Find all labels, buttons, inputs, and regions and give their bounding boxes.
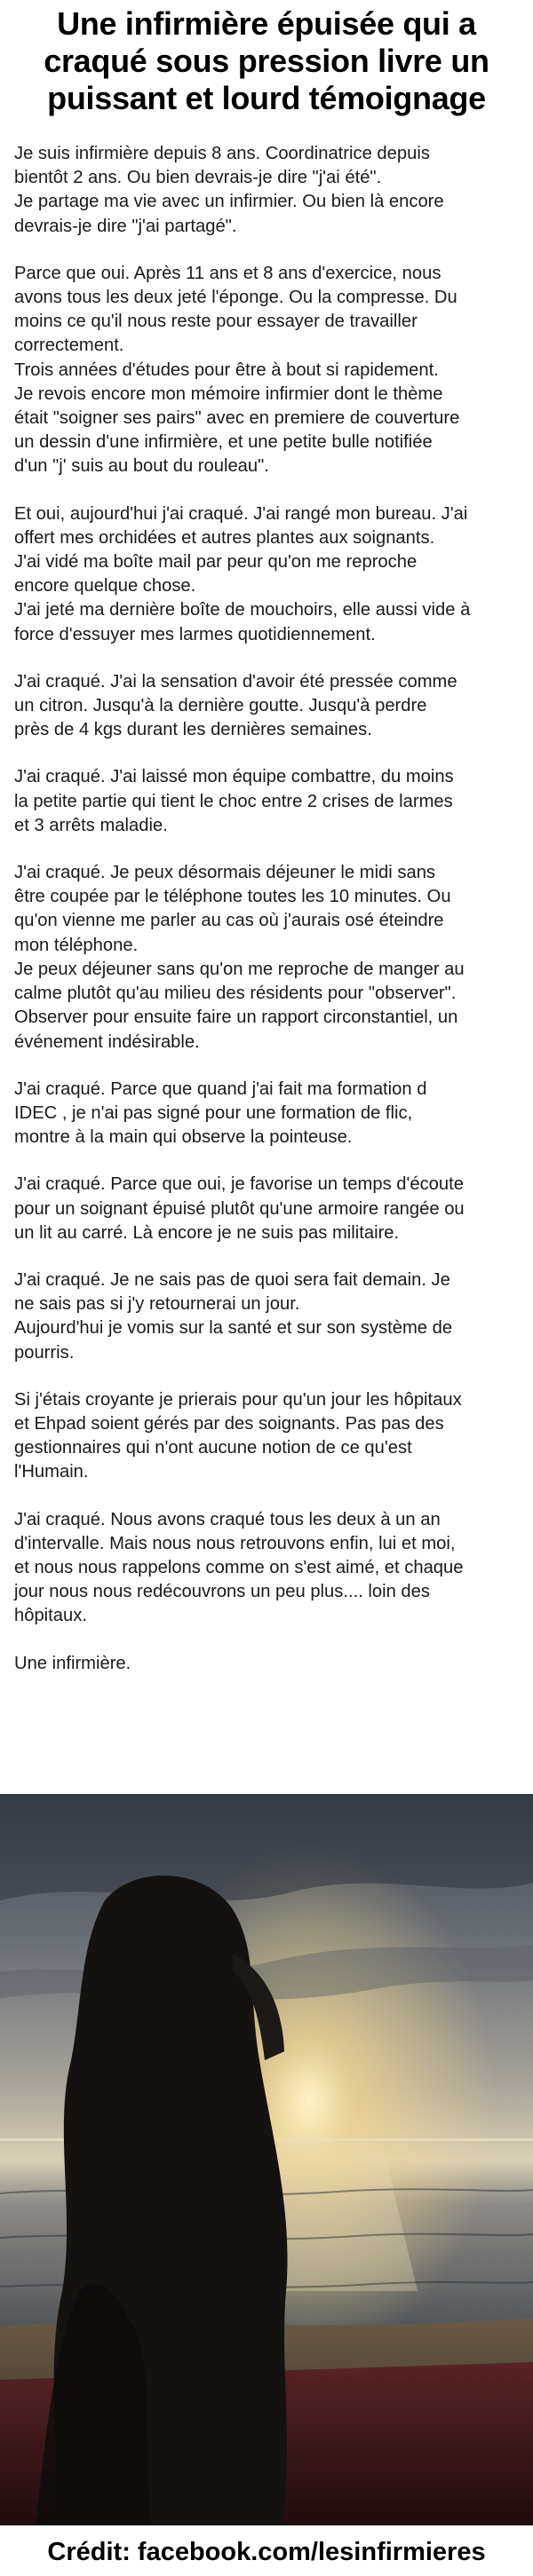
text-line: événement indésirable. xyxy=(14,1031,200,1052)
text-line: J'ai craqué. Parce que quand j'ai fait ma formation d xyxy=(14,1079,427,1099)
text-line: offert mes orchidées et autres plantes aux soignants. xyxy=(14,527,435,548)
text-line: ne sais pas si j'y retournerai un jour. xyxy=(14,1294,300,1315)
text-line: J'ai craqué. Parce que oui, je favorise un temps d'écoute xyxy=(14,1174,464,1195)
text-line: était "soigner ses pairs" avec en premiere de couverture xyxy=(14,408,460,429)
text-line: la petite partie qui tient le choc entre 2 crises de larmes xyxy=(14,791,453,811)
paragraph xyxy=(14,1388,519,1485)
text-line: d'intervalle. Mais nous nous retrouvons enfin, lui et moi, xyxy=(14,1533,456,1553)
text-line: Et oui, aujourd'hui j'ai craqué. J'ai rangé mon bureau. J'ai xyxy=(14,503,468,524)
text-line: un dessin d'une infirmière, et une petite bulle notifiée xyxy=(14,432,433,453)
text-line: J'ai craqué. J'ai laissé mon équipe combattre, du moins xyxy=(14,767,454,787)
paragraph xyxy=(14,1268,519,1365)
text-line: Observer pour ensuite faire un rapport circonstantiel, un xyxy=(14,1007,458,1028)
text-line: jour nous nous redécouvrons un peu plus.... loin des xyxy=(14,1582,430,1602)
text-line: Aujourd'hui je vomis sur la santé et sur son système de xyxy=(14,1318,453,1339)
text-line: un citron. Jusqu'à la dernière goutte. Jusqu'à perdre xyxy=(14,696,427,716)
text-line: Je partage ma vie avec un infirmier. Ou bien là encore xyxy=(14,192,444,212)
text-line: moins ce qu'il nous reste pour essayer de travailler xyxy=(14,312,418,332)
text-line: Je peux déjeuner sans qu'on me reproche de manger au xyxy=(14,959,465,979)
text-line: hôpitaux. xyxy=(14,1606,87,1626)
paragraph xyxy=(14,670,519,743)
text-line: gestionnaires qui n'ont aucune notion de ce qu'est xyxy=(14,1438,412,1458)
headline-line: puissant et lourd témoignage xyxy=(47,80,486,116)
headline xyxy=(0,0,533,117)
text-line: Parce que oui. Après 11 ans et 8 ans d'exercice, nous xyxy=(14,263,442,283)
text-line: devrais-je dire "j'ai partagé". xyxy=(14,216,237,236)
text-line: J'ai craqué. Je ne sais pas de quoi sera fait demain. Je xyxy=(14,1269,450,1290)
text-line: Je suis infirmière depuis 8 ans. Coordinatrice depuis xyxy=(14,144,430,163)
text-line: et 3 arrêts maladie. xyxy=(14,815,168,835)
text-line: Si j'étais croyante je prierais pour qu'un jour les hôpitaux xyxy=(14,1389,462,1410)
paragraph xyxy=(14,262,519,479)
paragraph xyxy=(14,1652,519,1676)
photo-illustration xyxy=(0,1794,533,2525)
text-line: force d'essuyer mes larmes quotidiennement. xyxy=(14,624,376,644)
text-line: d'un "j' suis au bout du rouleau". xyxy=(14,456,269,477)
text-line: montre à la main qui observe la pointeuse. xyxy=(14,1127,353,1148)
text-line: IDEC , je n'ai pas signé pour une formation de flic, xyxy=(14,1102,413,1123)
text-line: qu'on vienne me parler au cas où j'aurais osé éteindre xyxy=(14,911,444,931)
text-line: Une infirmière. xyxy=(14,1653,131,1673)
paragraph xyxy=(14,765,519,838)
text-line: encore quelque chose. xyxy=(14,576,196,597)
paragraph xyxy=(14,142,519,239)
paragraph xyxy=(14,502,519,647)
photo-credit: Crédit: facebook.com/lesinfirmieres xyxy=(47,2538,486,2566)
headline-line: Une infirmière épuisée qui a xyxy=(57,5,476,42)
text-line: correctement. xyxy=(14,336,124,356)
text-line: J'ai craqué. Je peux désormais déjeuner le midi sans xyxy=(14,863,436,883)
text-line: bientôt 2 ans. Ou bien devrais-je dire "j'ai été". xyxy=(14,168,382,188)
text-line: être coupée par le téléphone toutes les 10 minutes. Ou xyxy=(14,887,451,907)
text-line: avons tous les deux jeté l'éponge. Ou la compresse. Du xyxy=(14,288,457,308)
text-line: Trois années d'études pour être à bout si rapidement. xyxy=(14,360,439,380)
text-line: et nous nous rappelons comme on s'est aimé, et chaque xyxy=(14,1557,464,1577)
woman-sunset-sea-photo xyxy=(0,1794,533,2525)
text-line: pour un soignant épuisé plutôt qu'une armoire rangée ou xyxy=(14,1198,465,1219)
text-line: Je revois encore mon mémoire infirmier dont le thème xyxy=(14,383,443,404)
paragraph xyxy=(14,1173,519,1245)
text-line: calme plutôt qu'au milieu des résidents pour "observer". xyxy=(14,984,457,1004)
paragraph xyxy=(14,1508,519,1629)
paragraph xyxy=(14,861,519,1055)
text-line: près de 4 kgs durant les dernières semaines. xyxy=(14,720,372,740)
text-line: pourris. xyxy=(14,1342,75,1363)
paragraph xyxy=(14,1078,519,1150)
text-line: mon téléphone. xyxy=(14,935,139,955)
text-line: l'Humain. xyxy=(14,1462,89,1482)
text-line: J'ai jeté ma dernière boîte de mouchoirs, elle aussi vide à xyxy=(14,600,471,620)
text-line: J'ai craqué. Nous avons craqué tous les deux à un an xyxy=(14,1509,441,1529)
headline-line: craqué sous pression livre un xyxy=(44,43,489,79)
text-line: un lit au carré. Là encore je ne suis pas militaire. xyxy=(14,1222,400,1243)
text-line: J'ai craqué. J'ai la sensation d'avoir été pressée comme xyxy=(14,671,457,691)
testimony-text xyxy=(14,142,519,1699)
text-line: et Ehpad soient gérés par des soignants. Pas pas des xyxy=(14,1413,444,1434)
text-line: J'ai vidé ma boîte mail par peur qu'on me reproche xyxy=(14,552,418,573)
